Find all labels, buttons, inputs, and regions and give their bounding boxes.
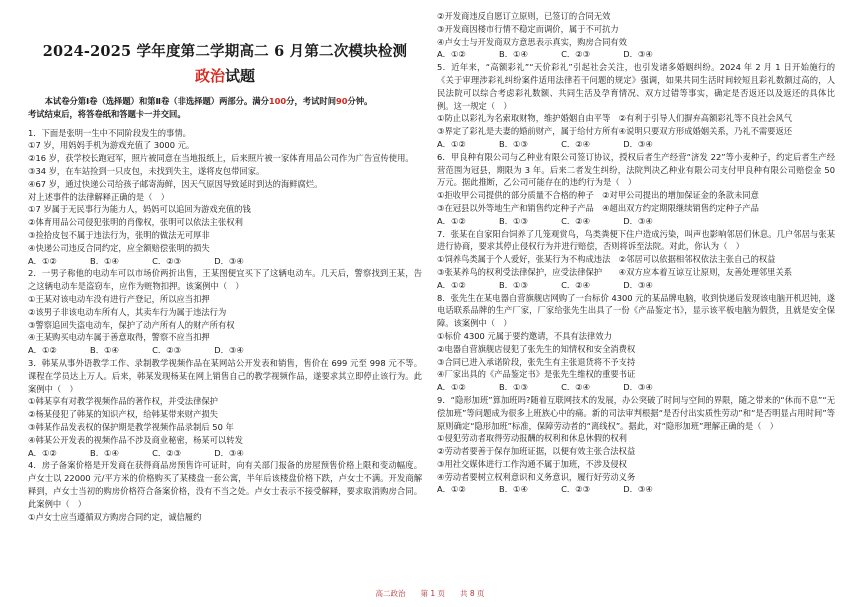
question-line: ①饲养鸟类属于个人爱好，张某行为不构成违法 ②邻居可以依据相邻权依法主张自己的权益 [437, 254, 776, 265]
question-line: A．①② B．①③ C．②④ D．③④ [437, 279, 653, 290]
question-line: 对上述事件的法律解释正确的是（ ） [28, 191, 170, 202]
question-line: ④67 岁，通过快递公司给孩子邮寄海鲜，因天气原因导致延时到达的海鲜腐烂。 [28, 178, 323, 189]
question-line: ①标价 4300 元属于要约邀请，不具有法律效力 [437, 330, 612, 341]
question-line: ④卢女士与开发商双方意思表示真实，购房合同有效 [437, 36, 627, 47]
question-line: ③开发商因楼市行情不稳定而调价，属于不可抗力 [437, 23, 619, 34]
question-line: ②16 岁，获学校长跑冠军，照片被同意在当地报纸上，后来照片被一家体育用品公司作为广告宣传使用。 [28, 153, 414, 164]
question-line: ④快递公司违反合同约定，应全额赔偿张明的损失 [28, 242, 210, 253]
question-line: ③界定了彩礼是夫妻的婚前财产，属于给付方所有④说明只要双方形成婚姻关系，乃礼不需要返还 [437, 126, 793, 137]
question-line: A．①② B．①③ C．②④ D．③④ [437, 382, 653, 393]
question-line: ④王某购买电动车属于善意取得，警察不应当扣押 [28, 332, 210, 343]
question-line: ③捡拾皮包不属于违法行为，张明的做法无可厚非 [28, 229, 210, 240]
right-questions [437, 10, 835, 496]
page-footer: 高二政治 第 1 页 共 8 页 [375, 589, 485, 598]
question-line: 6．甲良种有限公司与乙种业有限公司签订协议，授权后者生产经营“济发 22”等小麦种子，约定后者生产经营范围为冠县，期限为 3 年。后来二者发生纠纷，法院判决乙种业有限公司支付甲良种有限公司赔偿金 50 万元。据此推断，乙公司可能存在的违约行为是（ ） [437, 151, 835, 188]
question-line: ③警察追回失盗电动车，保护了动产所有人的财产所有权 [28, 319, 235, 330]
question-line: A．①② B．①④ C．②③ D．③④ [28, 345, 244, 356]
question-line: 1．下面是张明一生中不同阶段发生的事情。 [28, 127, 191, 138]
question-line: ②体育用品公司侵犯张明的肖像权，张明可以依法主张权利 [28, 217, 243, 228]
exam-collect-notice: 考试结束后，将答卷纸和答题卡一并交回。 [28, 108, 186, 119]
subject-suffix: 试题 [225, 67, 256, 85]
question-line: A．①② B．①③ C．②④ D．③④ [437, 138, 653, 149]
notice-part-2: 分，考试时间 [286, 96, 336, 106]
question-line: 4．房子备案价格是开发商在获得商品房预售许可证时，向有关部门报备的房屋预售价格上限和变动幅度。卢女士以 22000 元/平方米的价格购买了某楼盘一套公寓，半年后该楼盘价格下跌，卢女士不满。开发商解释到，卢女士当初的购房价格符合备案价格，没有不当之处。卢女士表示不接受解释，要求取消购房合同。此案例中（ ） [28, 460, 422, 509]
question-line: ①拒收甲公司提供的部分质量不合格的种子 ②对甲公司提出的增加保证金的条款未同意 [437, 190, 759, 201]
question-line: ③在冠县以外等地生产和销售约定种子产品 ④超出双方约定期限继续销售约定种子产品 [437, 202, 759, 213]
question-line: ③张某养鸟的权利受法律保护，应受法律保护 ④双方应本着互谅互让原则，友善处理邻里关系 [437, 266, 793, 277]
notice-score: 100 [268, 96, 287, 106]
question-line: A．①② B．①④ C．②③ D．③④ [28, 447, 244, 458]
exam-title: 2024-2025 学年度第二学期高二 6 月第二次模块检测 [42, 43, 408, 60]
exam-notice [28, 95, 422, 108]
question-line: 3．韩某从事外语教学工作、录制教学视频作品在某网站公开发表和销售，售价在 699 元至 998 元不等。课程在学员达上万人。后来，韩某发现杨某在网上销售自己的教学视频作品，遂要求其立即停止该行为。此案例中（ ） [28, 357, 422, 394]
question-line: 9．“隐形加班”算加班吗?随着互联网技术的发展，办公突破了时间与空间的界限，随之带来的“休而不息”“无偿加班”等问题成为很多上班族心中的痛。新的司法审判根据“是否付出实质性劳动”和“是否明显占用时间”等原则确定“隐形加班”标准，保障劳动者的“离线权”。据此，对“隐形加班”理解正确的是（ ） [437, 394, 835, 431]
notice-part-1: 本试卷分第Ⅰ卷（选择题）和第Ⅱ卷（非选择题）两部分。满分 [44, 96, 269, 106]
question-line: A．①② B．①④ C．②③ D．③④ [437, 49, 653, 60]
question-line: ①韩某享有对教学视频作品的著作权，并受法律保护 [28, 396, 218, 407]
left-column [28, 10, 422, 523]
question-line: ④韩某公开发表的视频作品不涉及商业秘密，杨某可以转发 [28, 434, 243, 445]
question-line: ③合同已进入承诺阶段，张先生有主张退货将不予支持 [437, 356, 636, 367]
question-line: 2．一男子称他的电动车可以市场价两折出售，王某图便宜买下了这辆电动车。几天后，警察找到王某，告之这辆电动车是盗窃车，应作为赃物扣押。该案例中（ ） [28, 268, 422, 292]
question-line: ④厂家出具的《产品鉴定书》是张先生维权的重要书证 [437, 369, 636, 380]
exam-subject [28, 65, 422, 87]
question-line: ①王某对该电动车没有进行产登记，所以应当扣押 [28, 293, 210, 304]
question-line: ②开发商违反自愿订立原则，已签订的合同无效 [437, 11, 611, 21]
subject-name: 政治 [194, 67, 225, 85]
question-line: ①防止以彩礼为名索取财物，维护婚姻自由平等 ②有利于引导人们摒弃高额彩礼等不良社会风气 [437, 113, 793, 124]
question-line: ③用社交媒体进行工作沟通不属于加班，不涉及侵权 [437, 458, 627, 469]
question-line: 8．张先生在某电器自营旗舰店网购了一台标价 4300 元的某品牌电脑，收到快递后发现该电脑开机迟钝，遂电话联系品牌的生产厂家，厂家给张先生出具了一份《产品鉴定书》，显示该平板电脑为假货，且就是安全保障。该案例中（ ） [437, 292, 835, 329]
question-line: ①7 岁，用妈妈手机为游戏充值了 3000 元。 [28, 140, 195, 151]
question-line: 5．近年来，“高额彩礼”“天价彩礼”引起社会关注，也引发诸多婚姻纠纷。2024 年 2 月 1 日开始施行的《关于审理涉彩礼纠纷案件适用法律若干问题的规定》强调，如果共同生活时间较短且彩礼数额过高的，人民法院可以综合考虑彩礼数额、共同生活及孕育情况、双方过错等事实，确定是否返还以及返还的具体比例。这一规定（ ） [437, 62, 835, 111]
question-line: ③韩某作品发表权的保护期是教学视频作品录制后 50 年 [28, 421, 234, 432]
question-line: ①侵犯劳动者取得劳动报酬的权利和休息休假的权利 [437, 433, 627, 444]
question-line: A．①② B．①④ C．②③ D．③④ [437, 484, 653, 495]
question-line: ②杨某侵犯了韩某的知识产权，给韩某带来财产损失 [28, 409, 218, 420]
question-line: ②电器自营旗舰店侵犯了张先生的知情权和安全消费权 [437, 343, 636, 354]
notice-time: 90 [336, 96, 348, 106]
question-line: A．①② B．①④ C．②③ D．③④ [28, 255, 244, 266]
question-line: ③34 岁，在车站捡到一只皮包，未找到失主，遂将皮包带回家。 [28, 165, 265, 176]
question-line: ④劳动者要树立权利意识和义务意识，履行好劳动义务 [437, 471, 636, 482]
left-questions [28, 127, 422, 524]
question-line: ②该男子非该电动车所有人，其卖车行为属于违法行为 [28, 306, 227, 317]
question-line: 7．张某在自家阳台饲养了几笼观赏鸟，鸟类粪便下住户造成污染，叫声也影响邻居们休息。几户邻居与张某进行协商，要求其停止侵权行为并进行赔偿，否则将诉至法院。对此，你认为（ ） [437, 228, 835, 252]
notice-part-3: 分钟。 [347, 96, 373, 106]
question-line: A．①② B．①③ C．②④ D．③④ [437, 215, 653, 226]
question-line: ②劳动者要善于保存加班证据，以便有效主张合法权益 [437, 446, 636, 457]
question-line: ①卢女士应当遵循双方购房合同约定，诚信履约 [28, 511, 202, 522]
question-line: ①7 岁属于无民事行为能力人，妈妈可以追回为游戏充值的钱 [28, 204, 251, 215]
